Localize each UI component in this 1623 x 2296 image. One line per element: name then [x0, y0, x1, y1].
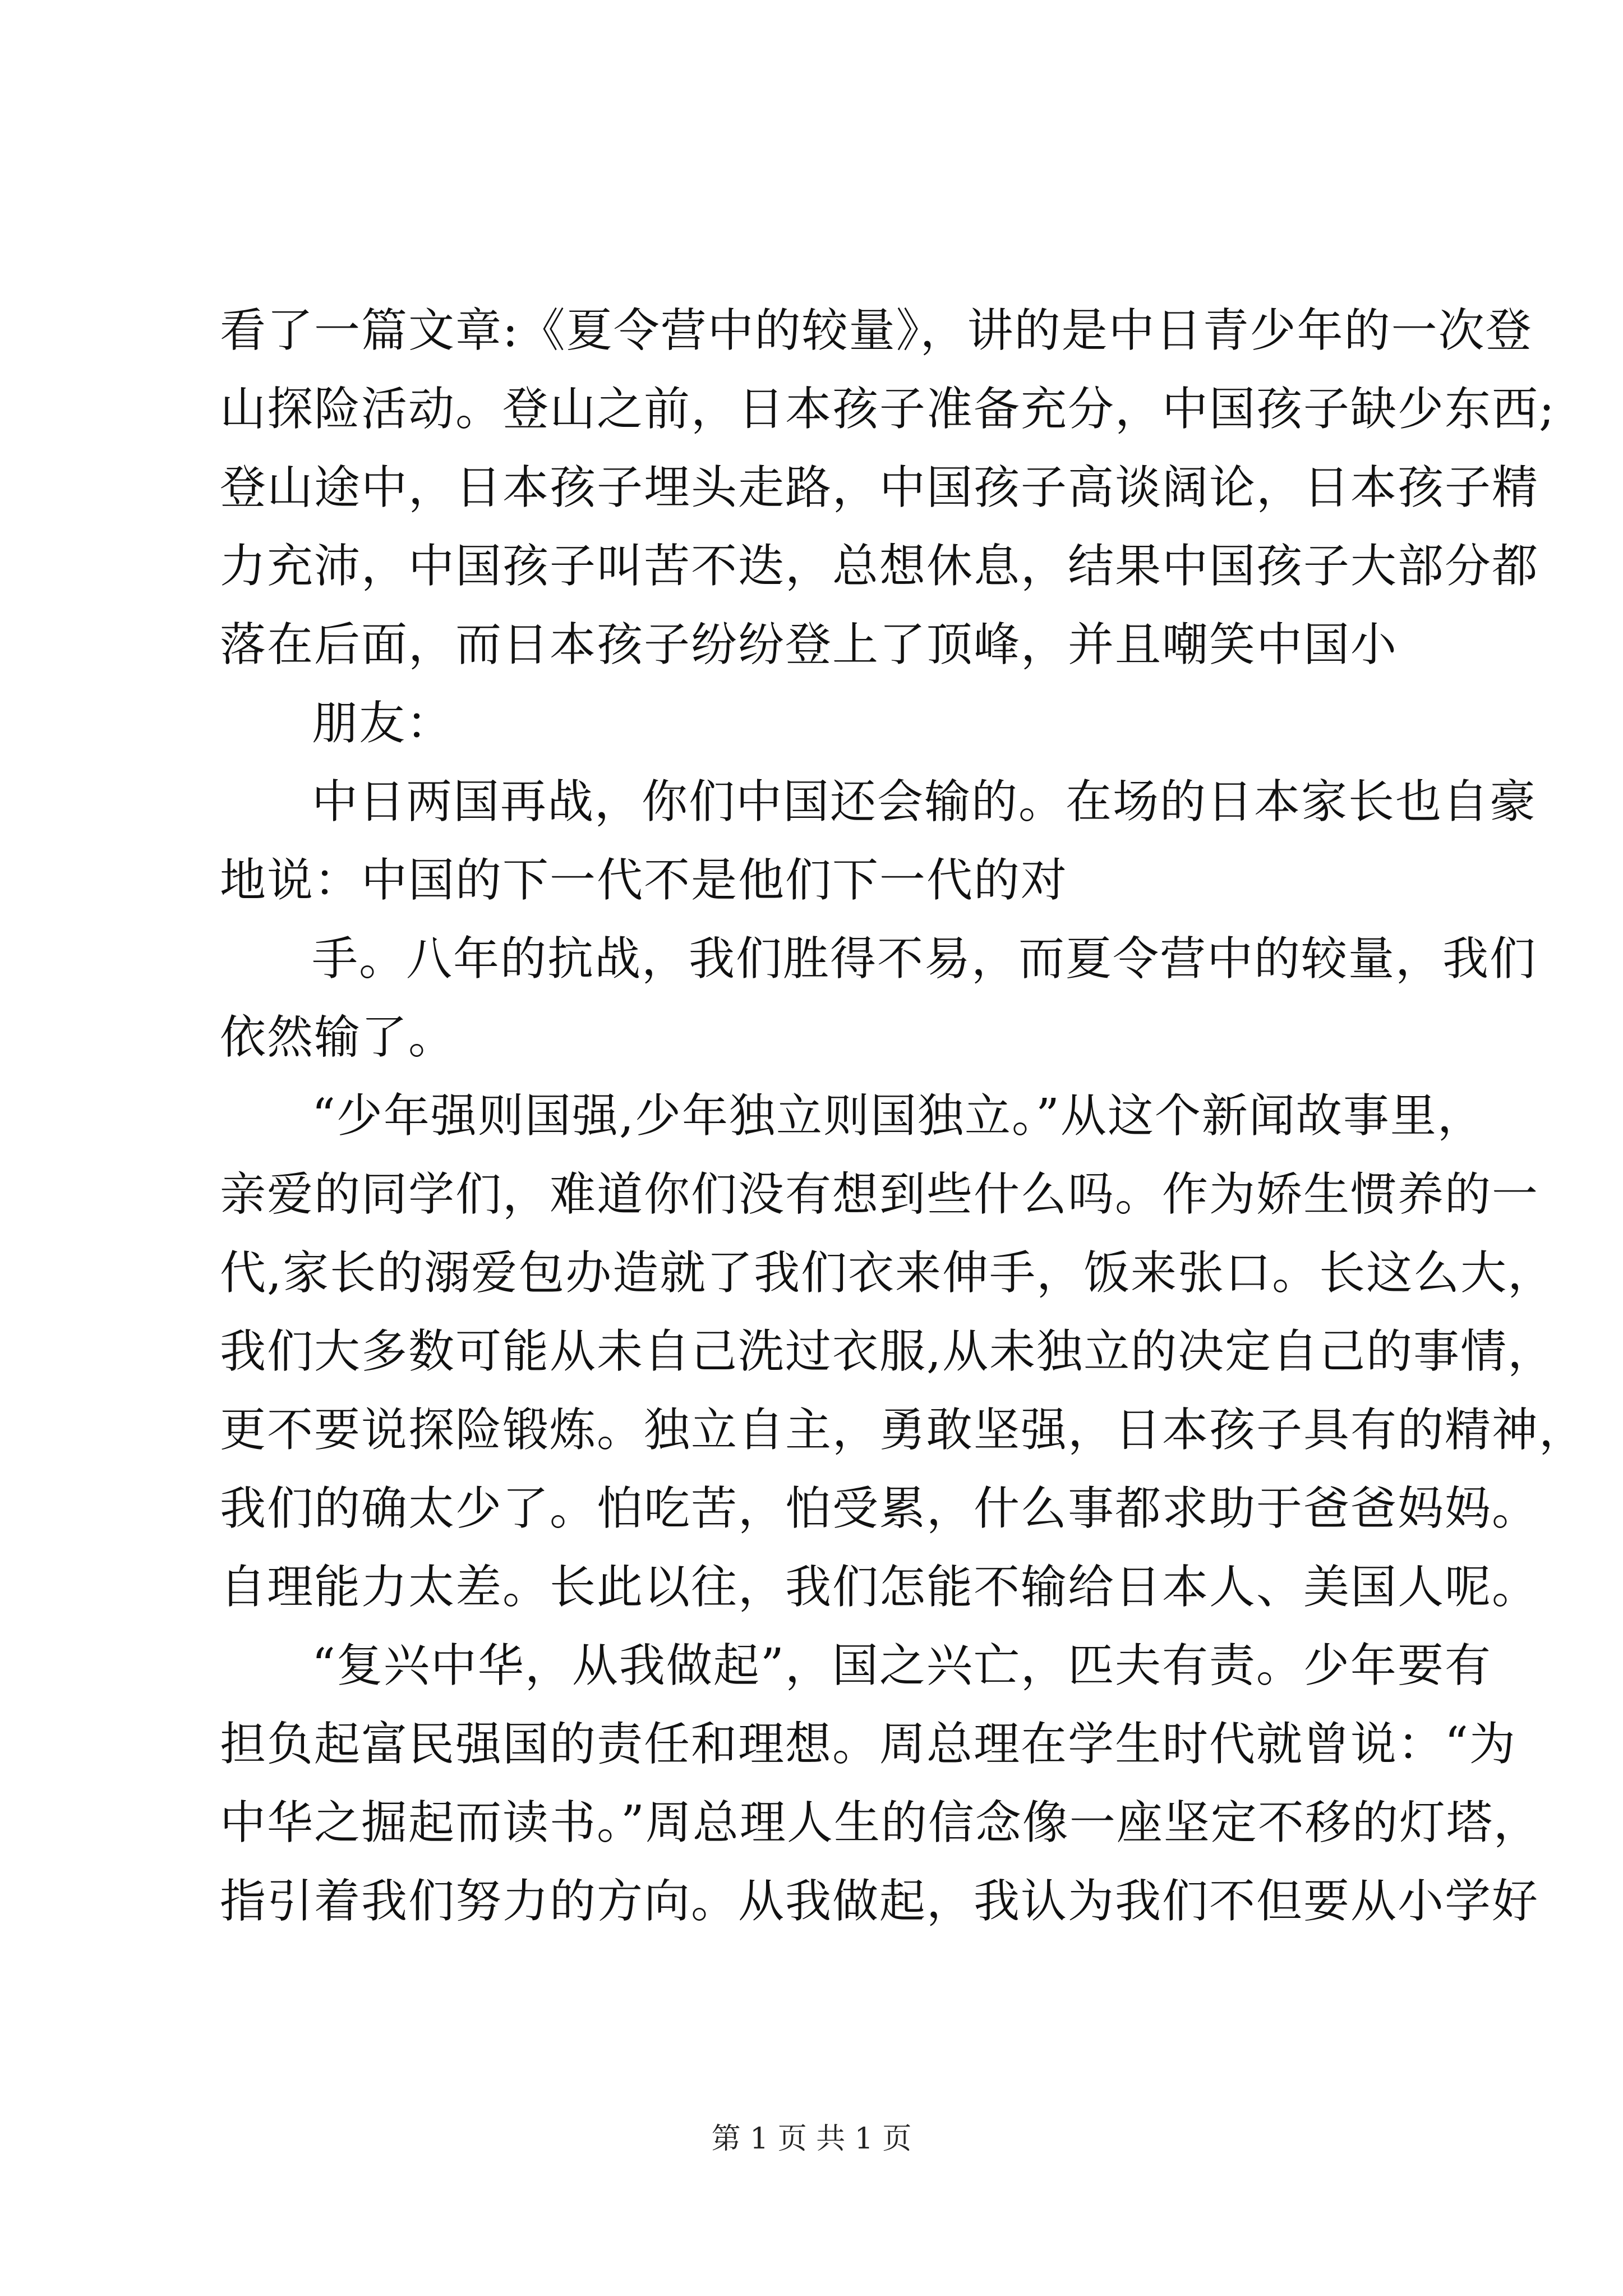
text-line: 手。八年的抗战，我们胜得不易，而夏令营中的较量，我们 [312, 932, 1537, 986]
text-line: 依然输了。 [220, 1011, 456, 1064]
text-line: 中日两国再战，你们中国还会输的。在场的日本家长也自豪 [312, 775, 1537, 829]
text-line: 自理能力太差。长此以往，我们怎能不输给日本人、美国人呢。 [220, 1561, 1539, 1614]
text-line: 力充沛，中国孩子叫苦不迭，总想休息，结果中国孩子大部分都 [220, 540, 1539, 593]
text-line: 朋友： [312, 697, 454, 750]
text-line: 指引着我们努力的方向。从我做起，我认为我们不但要从小学好 [220, 1875, 1539, 1928]
text-line: 更不要说探险锻炼。独立自主，勇敢坚强，日本孩子具有的精神， [220, 1404, 1587, 1457]
text-line: 登山途中，日本孩子埋头走路，中国孩子高谈阔论，日本孩子精 [220, 461, 1539, 514]
text-line: 代,家长的溺爱包办造就了我们衣来伸手，饭来张口。长这么大， [220, 1246, 1555, 1300]
page-footer: 第 1 页 共 1 页 [711, 2122, 912, 2156]
text-line: 中华之掘起而读书。”周总理人生的信念像一座坚定不移的灯塔， [220, 1796, 1541, 1849]
text-line: 山探险活动。登山之前，日本孩子准备充分，中国孩子缺少东西; [220, 383, 1556, 436]
text-line: 落在后面，而日本孩子纷纷登上了顶峰，并且嘲笑中国小 [220, 618, 1398, 671]
text-line: 亲爱的同学们，难道你们没有想到些什么吗。作为娇生惯养的一 [220, 1168, 1539, 1221]
text-line: 看了一篇文章:《夏令营中的较量》，讲的是中日青少年的一次登 [220, 304, 1533, 357]
text-line: 担负起富民强国的责任和理想。周总理在学生时代就曾说：“为 [220, 1718, 1516, 1771]
text-line: 我们大多数可能从未自己洗过衣服,从未独立的决定自己的事情， [220, 1325, 1555, 1378]
text-line: “少年强则国强,少年独立则国独立。”从这个新闻故事里， [312, 1089, 1484, 1143]
text-line: 地说：中国的下一代不是他们下一代的对 [220, 854, 1068, 907]
text-line: 我们的确太少了。怕吃苦，怕受累，什么事都求助于爸爸妈妈。 [220, 1482, 1539, 1535]
text-line: “复兴中华，从我做起”，国之兴亡，匹夫有责。少年要有 [312, 1639, 1492, 1692]
